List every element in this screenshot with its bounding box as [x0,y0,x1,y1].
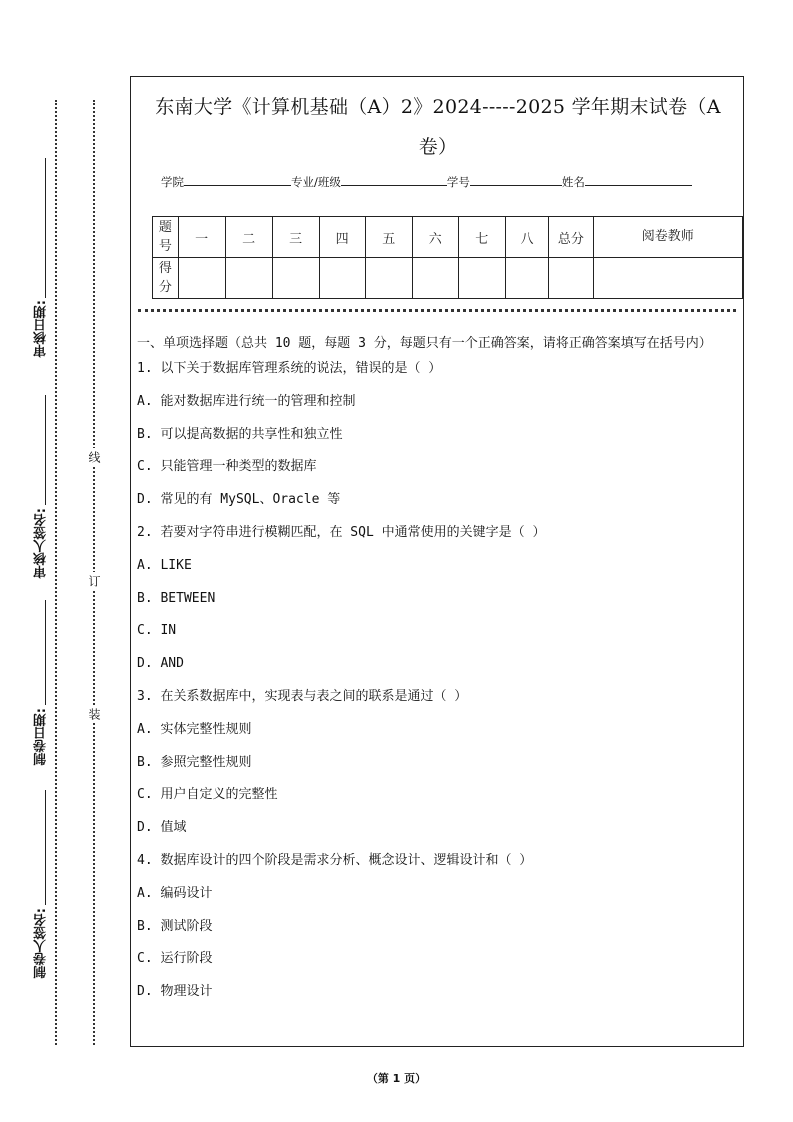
name-field[interactable] [585,175,692,186]
answer-option: D. 常见的有 MySQL、Oracle 等 [137,492,341,508]
reviewer-sign-label: 审核人签名: [34,508,49,579]
answer-option: A. 能对数据库进行统一的管理和控制 [137,393,356,409]
question-stem: 3. 在关系数据库中，实现表与表之间的联系是通过（ ） [137,688,468,704]
row-label-question: 题号 [153,217,179,258]
answer-option: A. 编码设计 [137,885,213,901]
col-grader: 阅卷教师 [593,217,742,258]
title-line-2: 卷） [418,136,458,158]
answer-option: D. AND [137,656,184,672]
page-number: （第 1 页） [366,1072,427,1085]
student-info-row [161,174,692,190]
question-stem: 4. 数据库设计的四个阶段是需求分析、概念设计、逻辑设计和（ ） [137,852,533,868]
score-cell-grader[interactable] [593,258,742,299]
section-heading: 一、单项选择题（总共 10 题，每题 3 分，每题只有一个正确答案，请将正确答案填写在括号内） [137,336,712,351]
college-field[interactable] [184,175,291,186]
title-line-1: 东南大学《计算机基础（A）2》2024-----2025 学年期末试卷（A [155,96,721,118]
answer-option: B. 测试阶段 [137,918,213,934]
answer-option: B. 参照完整性规则 [137,754,252,770]
exam-title [141,87,735,167]
score-cell-4[interactable] [319,258,365,299]
score-table-header-row [153,217,743,258]
answer-option: D. 值域 [137,820,187,836]
reviewer-sign-line[interactable] [45,395,46,505]
score-table [152,216,743,299]
question-stem: 2. 若要对字符串进行模糊匹配，在 SQL 中通常使用的关键字是（ ） [137,524,546,540]
score-cell-6[interactable] [412,258,458,299]
student-id-label: 学号 [446,175,470,189]
answer-option: C. 用户自定义的完整性 [137,787,278,803]
answer-option: A. LIKE [137,557,192,573]
score-cell-3[interactable] [272,258,319,299]
col-total: 总分 [549,217,593,258]
col-3: 三 [272,217,319,258]
answer-option: B. BETWEEN [137,590,216,606]
section-separator [138,309,736,312]
answer-option: C. 只能管理一种类型的数据库 [137,459,317,475]
col-7: 七 [458,217,505,258]
major-field[interactable] [341,175,447,186]
col-5: 五 [365,217,412,258]
row-label-score: 得分 [153,258,179,299]
bind-char-order: 订 [88,572,100,590]
bind-char-bind: 装 [88,705,100,723]
col-8: 八 [505,217,548,258]
answer-option: A. 实体完整性规则 [137,721,252,737]
col-2: 二 [225,217,272,258]
answer-option: C. IN [137,623,177,639]
col-4: 四 [319,217,365,258]
review-date-line[interactable] [45,158,46,298]
paper-maker-sign-label: 制卷人签名: [34,908,49,979]
score-cell-2[interactable] [225,258,272,299]
score-table-score-row [153,258,743,299]
answer-option: B. 可以提高数据的共享性和独立性 [137,426,343,442]
score-cell-5[interactable] [365,258,412,299]
exam-frame [130,76,744,1047]
paper-date-label: 制卷日期: [34,708,49,766]
col-6: 六 [412,217,458,258]
question-section [137,333,737,1017]
review-date-label: 审核日期: [34,300,49,358]
paper-date-line[interactable] [45,600,46,705]
score-cell-total[interactable] [549,258,593,299]
paper-maker-sign-line[interactable] [45,790,46,905]
score-cell-8[interactable] [505,258,548,299]
score-cell-1[interactable] [178,258,225,299]
student-id-field[interactable] [470,175,562,186]
name-label: 姓名 [561,175,585,189]
answer-option: C. 运行阶段 [137,951,213,967]
outer-dotted-line [55,100,57,1045]
question-stem: 1. 以下关于数据库管理系统的说法，错误的是（ ） [137,361,442,376]
bind-char-line: 线 [88,448,100,466]
score-cell-7[interactable] [458,258,505,299]
major-label: 专业/班级 [291,175,341,189]
college-label: 学院 [161,175,184,189]
question-list [137,361,737,1017]
col-1: 一 [178,217,225,258]
answer-option: D. 物理设计 [137,984,213,1000]
